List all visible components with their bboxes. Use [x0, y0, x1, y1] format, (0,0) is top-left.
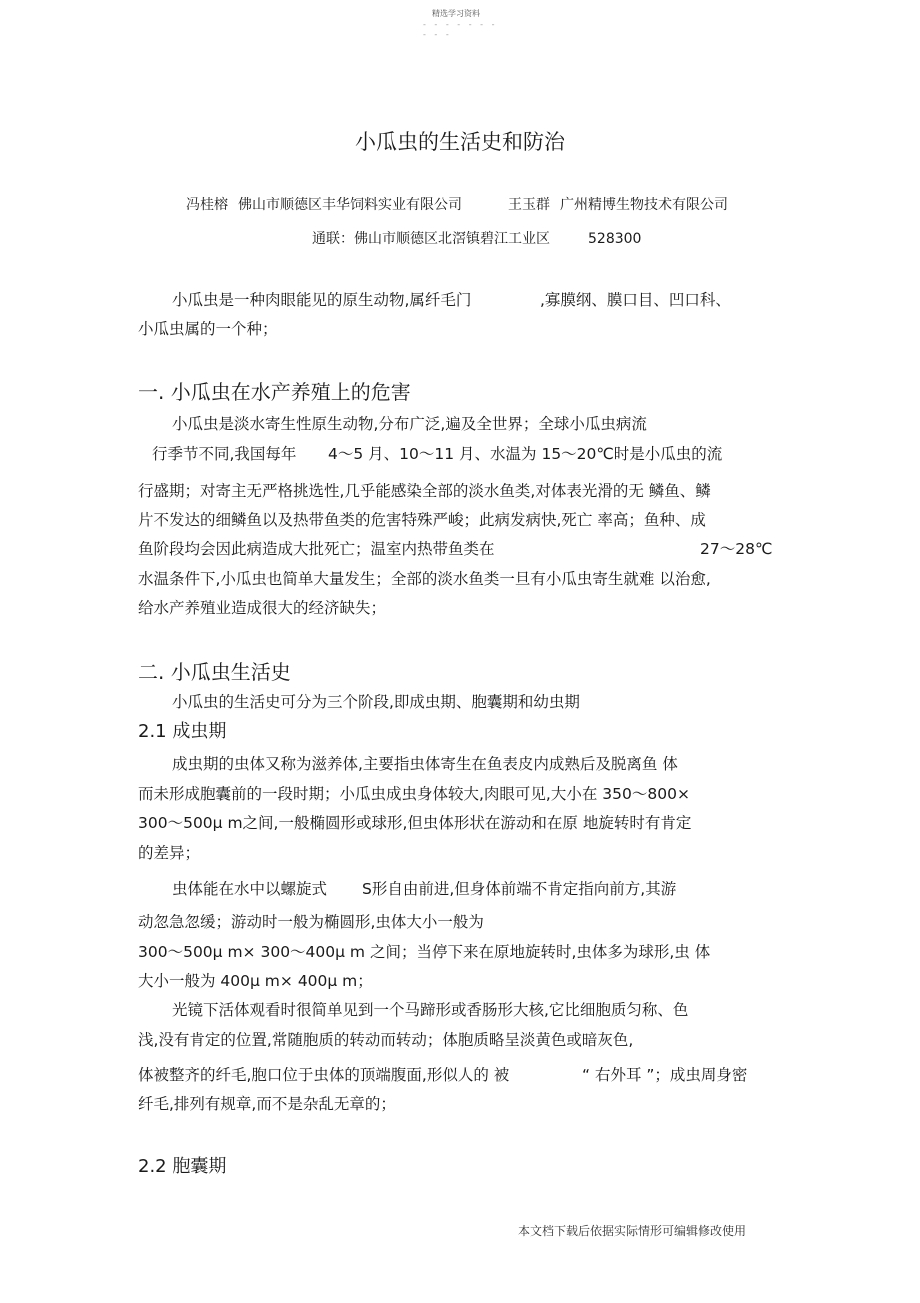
sub1-p2-line-2: 动忽急忽缓；游动时一般为椭圆形,虫体大小一般为: [138, 913, 484, 931]
author1-name: 冯桂榕: [186, 197, 228, 213]
sub1-p2-line-1b: S形自由前进,但身体前端不肯定指向前方,其游: [362, 880, 677, 898]
section1-line-5b: 27～28℃: [700, 540, 773, 558]
section2-heading: 二. 小瓜虫生活史: [138, 660, 291, 684]
sub1-p2-line-1a: 虫体能在水中以螺旋式: [172, 880, 328, 898]
section1-line-6: 水温条件下,小瓜虫也简单大量发生；全部的淡水鱼类一旦有小瓜虫寄生就难 以治愈,: [138, 570, 711, 588]
authors-line: [186, 194, 738, 214]
sub1-p2-line-3: 300～500μ m× 300～400μ m 之间；当停下来在原地旋转时,虫体多为球形,虫 体: [138, 943, 711, 961]
header-note: 精选学习资料: [432, 9, 480, 18]
address-text: 通联：佛山市顺德区北滘镇碧江工业区: [312, 231, 550, 247]
sub1-p1-line-3: 300～500μ m之间,一般椭圆形或球形,但虫体形状在游动和在原 地旋转时有肯定: [138, 814, 692, 832]
sub1-p1-line-1: 成虫期的虫体又称为滋养体,主要指虫体寄生在鱼表皮内成熟后及脱离鱼 体: [172, 755, 678, 773]
subsection-2-2-heading: 2.2 胞囊期: [138, 1156, 227, 1177]
sub1-p3-line-4: 纤毛,排列有规章,而不是杂乱无章的；: [138, 1095, 396, 1113]
sub1-p3-line-3b: “ 右外耳 ”；成虫周身密: [582, 1066, 748, 1084]
section1-line-4: 片不发达的细鳞鱼以及热带鱼类的危害特殊严峻；此病发病快,死亡 率高；鱼种、成: [138, 511, 706, 529]
section2-line-1: 小瓜虫的生活史可分为三个阶段,即成虫期、胞囊期和幼虫期: [172, 693, 580, 711]
author2-name: 王玉群: [508, 197, 550, 213]
sub1-p3-line-1: 光镜下活体观看时很简单见到一个马蹄形或香肠形大核,它比细胞质匀称、色: [172, 1001, 689, 1019]
author2-org: 广州精博生物技术有限公司: [560, 197, 728, 213]
section1-line-5a: 鱼阶段均会因此病造成大批死亡；温室内热带鱼类在: [138, 540, 495, 558]
author1-org: 佛山市顺德区丰华饲料实业有限公司: [238, 197, 462, 213]
sub1-p2-line-4: 大小一般为 400μ m× 400μ m；: [138, 972, 373, 990]
address-zip: 528300: [588, 231, 642, 247]
section1-line-7: 给水产养殖业造成很大的经济缺失；: [138, 599, 387, 617]
intro-line-1a: 小瓜虫是一种肉眼能见的原生动物,属纤毛门: [172, 291, 472, 309]
sub1-p1-line-4: 的差异；: [138, 844, 201, 862]
section1-line-1: 小瓜虫是淡水寄生性原生动物,分布广泛,遍及全世界；全球小瓜虫病流: [172, 415, 647, 433]
sub1-p3-line-2: 浅,没有肯定的位置,常随胞质的转动而转动；体胞质略呈淡黄色或暗灰色,: [138, 1031, 634, 1049]
intro-line-2: 小瓜虫属的一个种；: [138, 320, 278, 338]
intro-line-1b: ,寡膜纲、膜口目、凹口科、: [540, 291, 731, 309]
sub1-p1-line-2: 而未形成胞囊前的一段时期；小瓜虫成虫身体较大,肉眼可见,大小在 350～800×: [138, 785, 690, 803]
header-dashes: - - - - - - -: [423, 20, 498, 29]
section1-heading: 一. 小瓜虫在水产养殖上的危害: [138, 380, 411, 404]
sub1-p3-line-3a: 体被整齐的纤毛,胞口位于虫体的顶端腹面,形似人的 被: [138, 1066, 510, 1084]
subsection-2-1-heading: 2.1 成虫期: [138, 721, 227, 742]
section1-line-2b: 4～5 月、10～11 月、水温为 15～20℃时是小瓜虫的流: [328, 445, 723, 463]
header-dashes-second: - - -: [423, 30, 452, 39]
section1-line-2a: 行季节不同,我国每年: [152, 445, 297, 463]
footer-note: 本文档下载后依据实际情形可编辑修改使用: [518, 1224, 747, 1238]
section1-line-3: 行盛期；对寄主无严格挑选性,几乎能感染全部的淡水鱼类,对体表光滑的无 鳞鱼、鳞: [138, 482, 711, 500]
address-line: [312, 228, 641, 248]
document-title: 小瓜虫的生活史和防治: [355, 130, 565, 154]
